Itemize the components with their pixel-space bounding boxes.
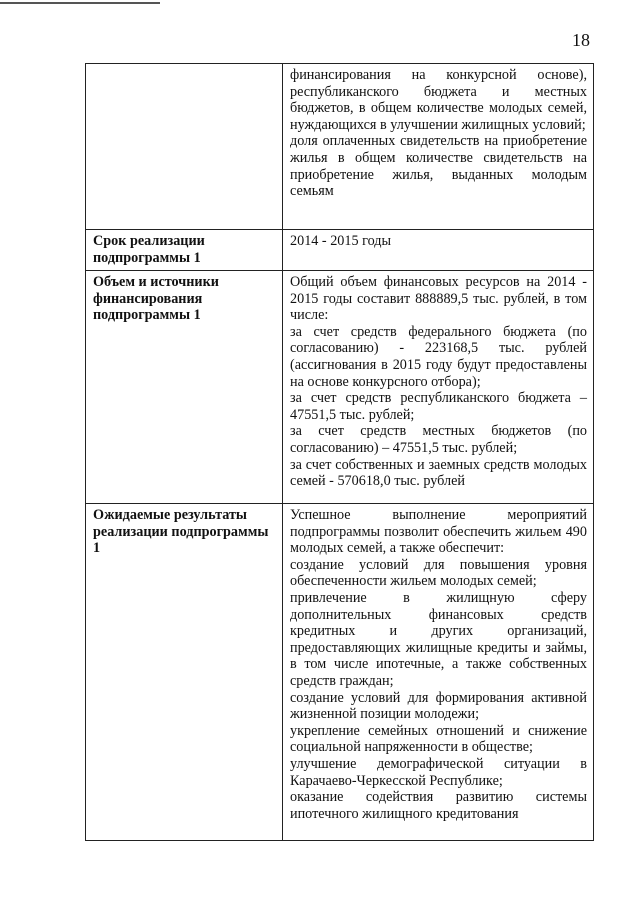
content-paragraph: улучшение демографической ситуации в Карачаево-Черкесской Республике; [290, 755, 587, 789]
row-content [283, 230, 594, 271]
row-label [86, 64, 283, 230]
content-paragraph: за счет средств федерального бюджета (по согласованию) - 223168,5 тыс. рублей (ассигнования в 2015 году будут предоставлены на основе конкурсного отбора); [290, 323, 587, 390]
content-paragraph: Общий объем финансовых ресурсов на 2014 - 2015 годы составит 888889,5 тыс. рублей, в том числе: [290, 274, 587, 324]
content-paragraph: укрепление семейных отношений и снижение социальной напряженности в обществе; [290, 722, 587, 756]
table-row [86, 64, 594, 230]
top-rule [0, 2, 160, 4]
content-paragraph: за счет собственных и заемных средств молодых семей - 570618,0 тыс. рублей [290, 456, 587, 490]
content-paragraph: создание условий для повышения уровня обеспеченности жильем молодых семей; [290, 556, 587, 590]
content-paragraph: за счет средств республиканского бюджета – 47551,5 тыс. рублей; [290, 390, 587, 423]
content-paragraph: оказание содействия развитию системы ипотечного жилищного кредитования [290, 789, 587, 822]
content-paragraph: финансирования на конкурсной основе), республиканского бюджета и местных бюджетов, в общем количестве молодых семей, нуждающихся в улучшении жилищных условий; [290, 67, 587, 133]
table-row [86, 230, 594, 271]
row-content [283, 271, 594, 504]
row-label: Ожидаемые результаты реализации подпрограммы 1 [86, 504, 283, 841]
content-paragraph: доля оплаченных свидетельств на приобретение жилья в общем количестве свидетельств на приобретение жилья, выданных молодым семьям [290, 133, 587, 200]
content-paragraph: за счет средств местных бюджетов (по согласованию) – 47551,5 тыс. рублей; [290, 423, 587, 456]
row-label: Срок реализации подпрограммы 1 [86, 230, 283, 271]
passport-table [85, 63, 594, 841]
table-row [86, 504, 594, 841]
content-paragraph: 2014 - 2015 годы [290, 233, 392, 249]
content-paragraph: Успешное выполнение мероприятий подпрограммы позволит обеспечить жильем 490 молодых семей, а также обеспечит: [290, 507, 587, 557]
table-row [86, 271, 594, 504]
row-content [283, 504, 594, 841]
content-paragraph: привлечение в жилищную сферу дополнительных финансовых средств кредитных и других организаций, предоставляющих жилищные кредиты и займы, в том числе ипотечные, а также собственных средств граждан; [290, 589, 587, 689]
row-content [283, 64, 594, 230]
page-number: 18 [572, 30, 590, 50]
row-label: Объем и источники финансирования подпрограммы 1 [86, 271, 283, 504]
content-paragraph: создание условий для формирования активной жизненной позиции молодежи; [290, 689, 587, 723]
